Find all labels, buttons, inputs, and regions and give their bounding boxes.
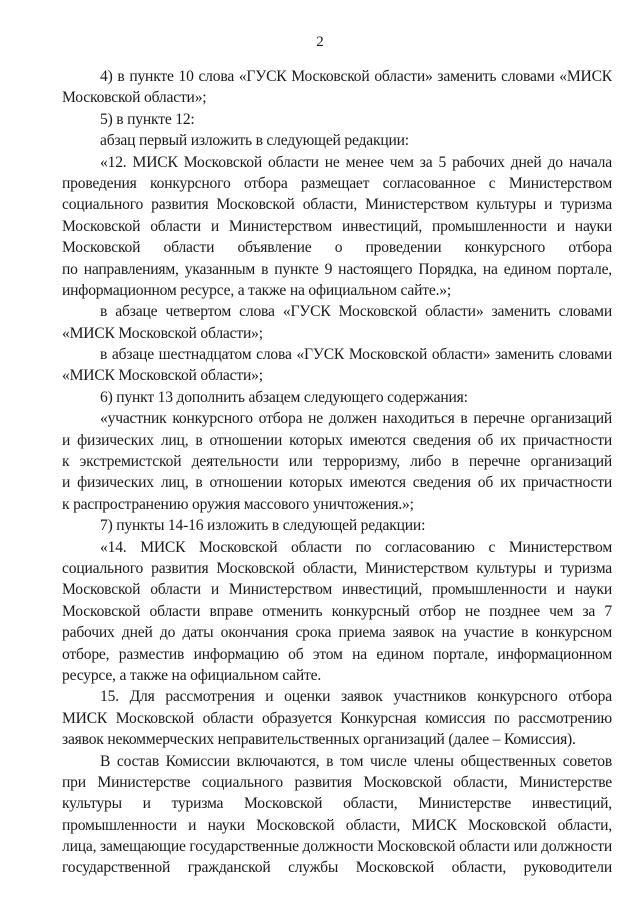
text-line: абзац первый изложить в следующей редакции:: [100, 132, 409, 150]
text-line: «12. МИСК Московской области не менее чем за 5 рабочих дней до начала: [100, 153, 612, 171]
text-line: 4) в пункте 10 слова «ГУСК Московской области» заменить словами «МИСК: [100, 68, 612, 85]
text-line: МИСК Московской области образуется Конкурсная комиссия по рассмотрению: [62, 709, 612, 727]
text-line: проведения конкурсного отбора размещает согласованное с Министерством: [62, 174, 612, 192]
text-line: Московской области»;: [62, 89, 207, 107]
text-line: Московской области и Министерством инвестиций, промышленности и науки: [62, 217, 612, 235]
text-line: 15. Для рассмотрения и оценки заявок участников конкурсного отбора: [100, 688, 612, 706]
text-line: ресурсе, а также на официальном сайте.: [62, 666, 322, 684]
text-line: 5) в пункте 12:: [100, 110, 195, 128]
text-line: промышленности и науки Московской области, МИСК Московской области,: [62, 816, 612, 834]
text-line: «участник конкурсного отбора не должен находиться в перечне организаций: [100, 410, 612, 428]
text-line: культуры и туризма Московской области, Министерстве инвестиций,: [62, 795, 612, 813]
text-line: социального развития Московской области, Министерством культуры и туризма: [62, 196, 612, 214]
document-body: [62, 66, 612, 879]
text-line: к распространению оружия массового уничтожения.»;: [62, 495, 414, 513]
text-line: заявок некоммерческих неправительственных организаций (далее – Комиссия).: [62, 731, 576, 749]
text-line: «МИСК Московской области»;: [62, 324, 263, 342]
text-line: и физических лиц, в отношении которых имеются сведения об их причастности: [62, 431, 612, 449]
text-line: «14. МИСК Московской области по согласованию с Министерством: [100, 538, 612, 556]
text-line: при Министерстве социального развития Московской области, Министерстве: [62, 773, 612, 791]
text-line: Московской области объявление о проведении конкурсного отбора: [62, 239, 612, 257]
text-line: и физических лиц, в отношении которых имеются сведения об их причастности: [62, 474, 612, 492]
text-line: государственной гражданской службы Московской области, руководители: [62, 859, 612, 877]
text-line: по направлениям, указанным в пункте 9 настоящего Порядка, на едином портале,: [62, 260, 612, 278]
text-line: социального развития Московской области, Министерством культуры и туризма: [62, 559, 612, 577]
text-line: отборе, разместив информацию об этом на едином портале, информационном: [62, 645, 612, 663]
text-line: в абзаце четвертом слова «ГУСК Московской области» заменить словами: [100, 303, 612, 321]
text-line: информационном ресурсе, а также на официальном сайте.»;: [62, 281, 452, 299]
text-line: рабочих дней до даты окончания срока приема заявок на участие в конкурсном: [62, 624, 612, 642]
page-number: 2: [316, 34, 324, 50]
text-line: лица, замещающие государственные должности Московской области или должности: [62, 838, 612, 856]
text-line: к экстремистской деятельности или терроризму, либо в перечне организаций: [62, 453, 612, 471]
text-line: Московской области вправе отменить конкурсный отбор не позднее чем за 7: [62, 602, 612, 620]
text-line: В состав Комиссии включаются, в том числе члены общественных советов: [100, 752, 612, 770]
text-line: 7) пункты 14-16 изложить в следующей редакции:: [100, 517, 426, 535]
text-line: «МИСК Московской области»;: [62, 367, 263, 385]
text-line: в абзаце шестнадцатом слова «ГУСК Московской области» заменить словами: [100, 346, 612, 364]
text-line: 6) пункт 13 дополнить абзацем следующего содержания:: [100, 388, 468, 406]
text-line: Московской области и Министерством инвестиций, промышленности и науки: [62, 581, 612, 599]
